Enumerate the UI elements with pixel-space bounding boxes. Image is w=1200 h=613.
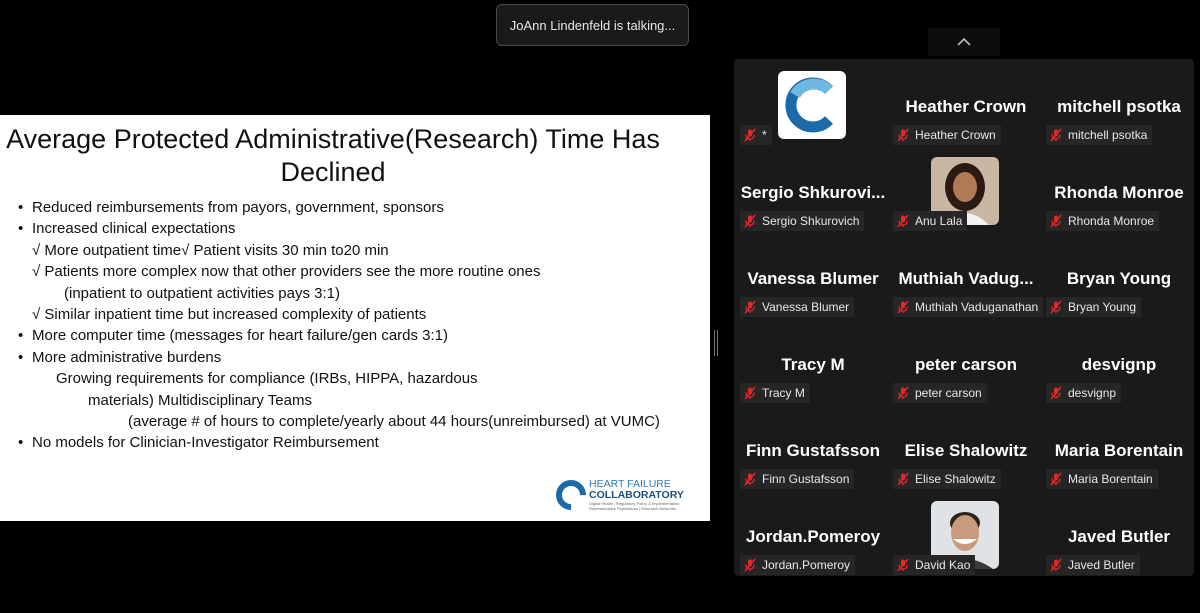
participant-display-name: Rhonda Monroe [1054,183,1184,202]
participant-name: Maria Borentain [1068,472,1153,486]
participant-display-name: desvignp [1081,355,1157,374]
participant-nameplate [893,211,967,231]
participant-name: David Kao [915,558,971,572]
participant-nameplate [893,125,1001,145]
list-item: • Increased clinical expectations [18,218,660,239]
participant-tile[interactable] [736,493,890,579]
mic-muted-icon [1049,214,1063,228]
participant-nameplate [740,211,864,231]
mic-muted-icon [743,300,757,314]
participant-display-name: Maria Borentain [1054,441,1184,460]
participant-tile[interactable] [736,407,890,493]
participant-nameplate [1046,555,1140,575]
participant-name: Vanessa Blumer [762,300,850,314]
mic-muted-icon [743,214,757,228]
participant-nameplate [1046,297,1141,317]
mic-muted-icon [896,472,910,486]
participant-name: Rhonda Monroe [1068,214,1155,228]
participant-name: Elise Shalowitz [915,472,996,486]
participant-tile[interactable] [889,407,1043,493]
participant-display-name: Bryan Young [1066,269,1172,288]
participant-display-name: Sergio Shkurovi... [740,183,886,202]
mic-muted-icon [743,472,757,486]
participant-tile[interactable] [1042,321,1196,407]
participant-tile[interactable] [736,321,890,407]
participant-tile[interactable] [1042,149,1196,235]
slide-bullet-list [18,197,660,454]
participant-nameplate [1046,211,1159,231]
list-item: • More administrative burdens [18,347,660,368]
participant-tile[interactable] [1042,235,1196,321]
participant-nameplate [1046,469,1158,489]
mic-muted-icon [896,300,910,314]
list-item: √ More outpatient time√ Patient visits 30 min to20 min [32,241,389,259]
participant-name: mitchell psotka [1068,128,1148,142]
mic-muted-icon [1049,558,1063,572]
participant-nameplate [740,555,855,575]
participant-tile[interactable] [736,63,890,149]
participant-nameplate [740,469,854,489]
mic-muted-icon [743,558,757,572]
participant-display-name: Vanessa Blumer [747,269,879,288]
participant-name: Finn Gustafsson [762,472,850,486]
participant-name: Sergio Shkurovich [762,214,860,228]
mic-muted-icon [1049,386,1063,400]
participant-tile[interactable] [889,321,1043,407]
participant-tile[interactable] [736,149,890,235]
avatar [778,71,846,139]
participant-name: * [762,128,767,142]
list-item: (inpatient to outpatient activities pays 3:1) [64,284,340,302]
participant-name: peter carson [915,386,982,400]
collaboratory-logo-icon [783,76,841,134]
participant-gallery [734,59,1194,576]
list-item: Growing requirements for compliance (IRBs, HIPPA, hazardous [56,370,478,388]
mic-muted-icon [896,128,910,142]
mic-muted-icon [1049,300,1063,314]
list-item: (average # of hours to complete/yearly about 44 hours(unreimbursed) at VUMC) [128,413,660,431]
mic-muted-icon [1049,472,1063,486]
mic-muted-icon [743,128,757,142]
participant-name: Muthiah Vaduganathan [915,300,1039,314]
participant-tile[interactable] [1042,493,1196,579]
participant-tile[interactable] [889,149,1043,235]
participant-name: Heather Crown [915,128,996,142]
list-item: • Reduced reimbursements from payors, government, sponsors [18,197,660,218]
participant-nameplate [740,297,854,317]
collaboratory-c-icon [550,474,592,516]
heart-failure-collaboratory-logo: HEART FAILURE COLLABORATORY Digital Health | Regulatory Policy & Implementation Representative Populations | Research Networks [556,479,684,511]
participant-display-name: Finn Gustafsson [745,441,881,460]
list-item: • No models for Clinician-Investigator Reimbursement [18,432,660,453]
participant-name: Tracy M [762,386,805,400]
list-item: • More computer time (messages for heart failure/gen cards 3:1) [18,325,660,346]
participant-tile[interactable] [1042,63,1196,149]
mic-muted-icon [896,558,910,572]
participant-name: Javed Butler [1068,558,1135,572]
participant-tile[interactable] [889,63,1043,149]
participant-display-name: mitchell psotka [1057,97,1181,116]
participant-display-name: Elise Shalowitz [904,441,1028,460]
participant-display-name: Javed Butler [1067,527,1171,546]
participant-tile[interactable] [889,235,1043,321]
splitter-handle[interactable] [714,330,718,356]
active-speaker-text: JoAnn Lindenfeld is talking... [509,17,676,33]
list-item: √ Patients more complex now that other providers see the more routine ones [32,263,541,281]
shared-slide [0,115,710,521]
participant-name: Jordan.Pomeroy [762,558,851,572]
list-item: √ Similar inpatient time but increased complexity of patients [32,306,427,324]
mic-muted-icon [743,386,757,400]
active-speaker-toast [496,4,689,46]
participant-tile[interactable] [736,235,890,321]
participant-nameplate [740,125,772,145]
participant-nameplate [893,555,975,575]
list-item: materials) Multidisciplinary Teams [88,391,312,409]
mic-muted-icon [896,386,910,400]
participant-display-name: peter carson [914,355,1018,374]
mic-muted-icon [896,214,910,228]
participant-display-name: Muthiah Vadug... [898,269,1034,288]
participant-nameplate [893,297,1043,317]
participant-display-name: Tracy M [781,355,845,374]
participant-display-name: Heather Crown [905,97,1027,116]
participant-name: Anu Lala [915,214,963,228]
slide-title: Average Protected Administrative(Research) Time Has Declined [6,124,660,187]
participant-nameplate [740,383,810,403]
participant-name: desvignp [1068,386,1117,400]
participant-nameplate [893,383,987,403]
participant-display-name: Jordan.Pomeroy [745,527,881,546]
participant-nameplate [1046,125,1152,145]
collapse-gallery-button[interactable] [928,28,1000,56]
participant-nameplate [1046,383,1121,403]
participant-tile[interactable] [1042,407,1196,493]
mic-muted-icon [1049,128,1063,142]
participant-tile[interactable] [889,493,1043,579]
participant-name: Bryan Young [1068,300,1137,314]
participant-nameplate [893,469,1001,489]
chevron-up-icon [956,37,972,47]
